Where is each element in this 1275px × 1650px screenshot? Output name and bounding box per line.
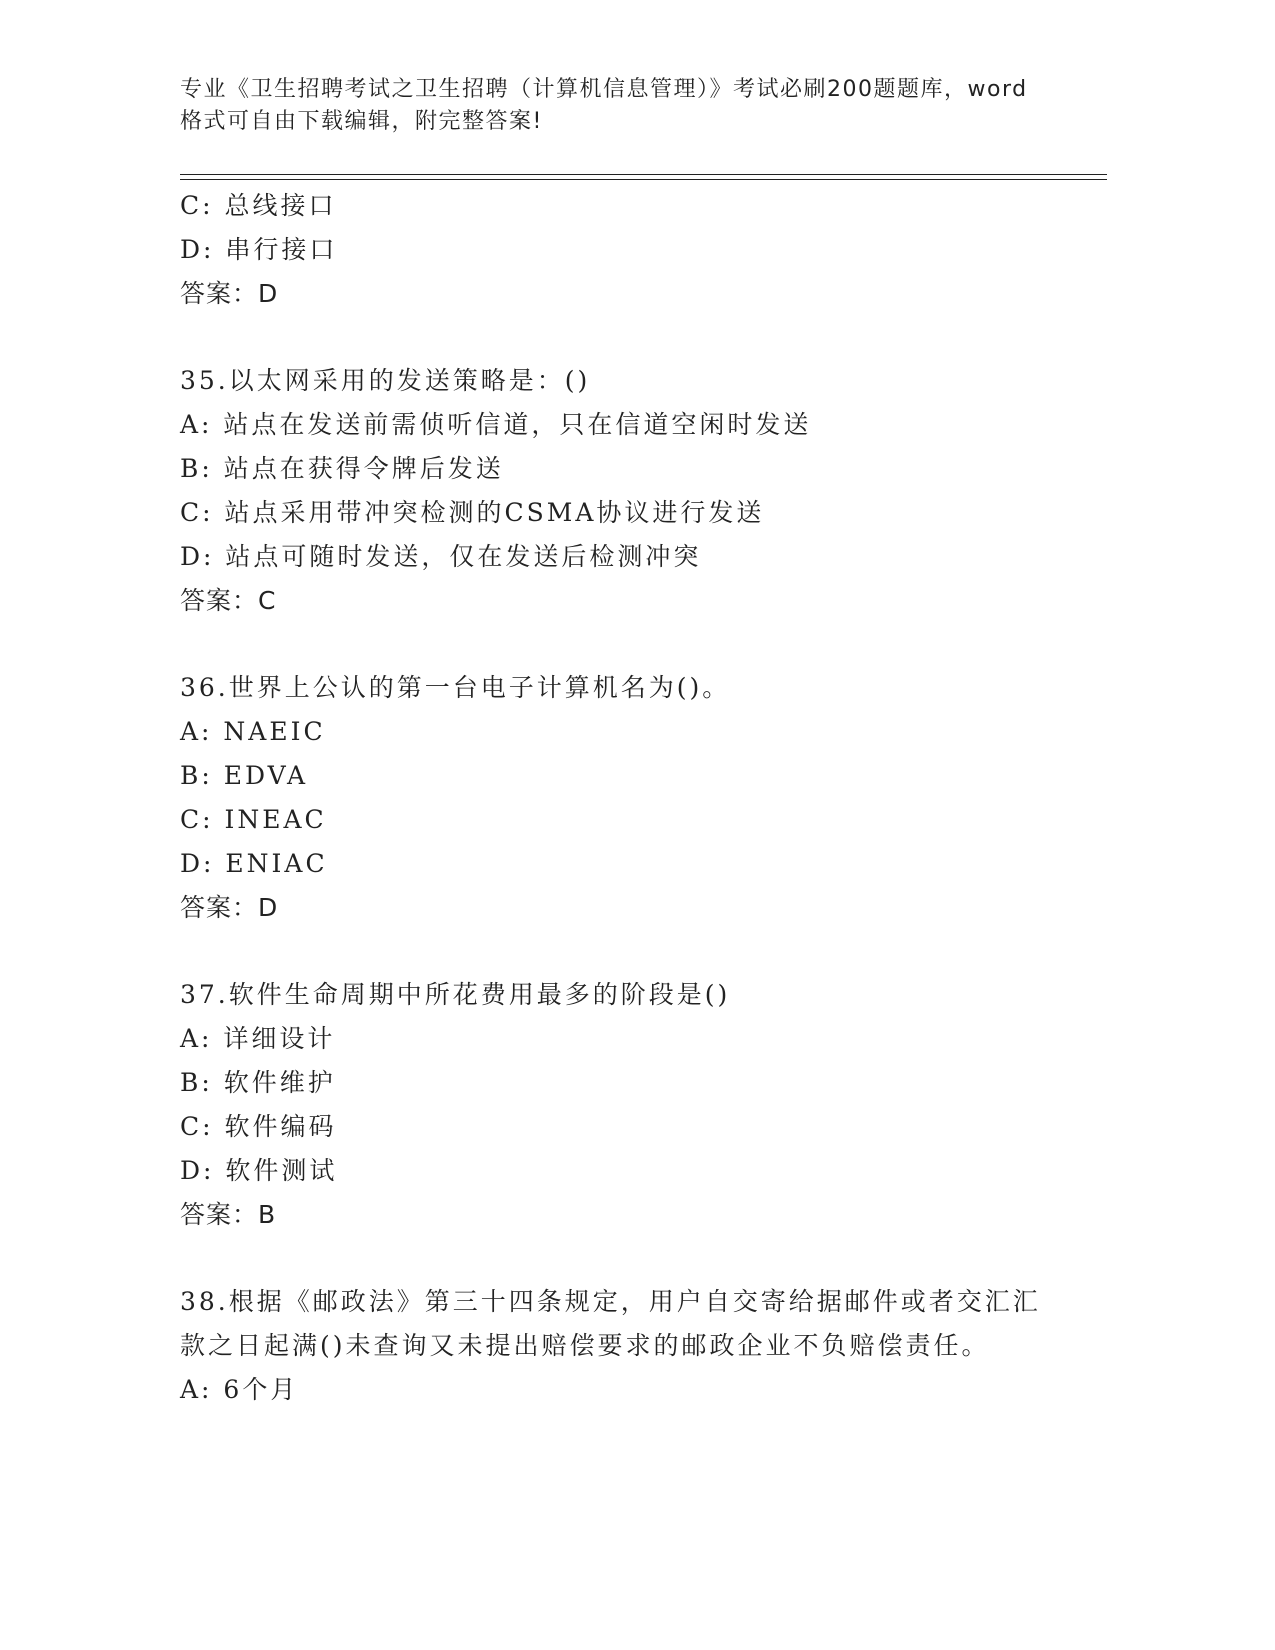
question-text: 36.世界上公认的第一台电子计算机名为()。	[180, 673, 731, 702]
question-36	[180, 666, 1080, 930]
header-line-1: 专业《卫生招聘考试之卫生招聘（计算机信息管理）》考试必刷200题题库，word	[180, 77, 1028, 102]
answer-line: 答案：D	[180, 893, 279, 922]
option-c: C: 总线接口	[180, 191, 337, 220]
question-gap	[180, 623, 1080, 666]
question-text-line-1: 38.根据《邮政法》第三十四条规定，用户自交寄给据邮件或者交汇汇	[180, 1287, 1041, 1316]
option-a: A: NAEIC	[180, 717, 326, 746]
header-line-2: 格式可自由下载编辑，附完整答案!	[180, 109, 543, 134]
question-38	[180, 1280, 1080, 1412]
question-list	[180, 184, 1080, 1412]
question-37	[180, 973, 1080, 1237]
option-a: A: 站点在发送前需侦听信道，只在信道空闲时发送	[180, 410, 812, 439]
question-34-tail	[180, 184, 1080, 316]
question-gap	[180, 1237, 1080, 1280]
header-rule-top	[180, 174, 1107, 175]
option-d: D: ENIAC	[180, 849, 328, 878]
option-b: B: EDVA	[180, 761, 309, 790]
option-b: B: 站点在获得令牌后发送	[180, 454, 504, 483]
option-a: A: 详细设计	[180, 1024, 336, 1053]
document-header	[180, 74, 1080, 138]
header-rule-bottom	[180, 179, 1107, 180]
question-text: 35.以太网采用的发送策略是：()	[180, 366, 591, 395]
answer-line: 答案：C	[180, 586, 277, 615]
question-text: 37.软件生命周期中所花费用最多的阶段是()	[180, 980, 731, 1009]
option-d: D: 软件测试	[180, 1156, 338, 1185]
option-c: C: INEAC	[180, 805, 327, 834]
question-text-line-2: 款之日起满()未查询又未提出赔偿要求的邮政企业不负赔偿责任。	[180, 1331, 990, 1360]
question-35	[180, 359, 1080, 623]
answer-line: 答案：D	[180, 279, 279, 308]
answer-line: 答案：B	[180, 1200, 277, 1229]
option-d: D: 串行接口	[180, 235, 338, 264]
option-a: A: 6个月	[180, 1375, 299, 1404]
option-c: C: 软件编码	[180, 1112, 337, 1141]
question-gap	[180, 930, 1080, 973]
option-c: C: 站点采用带冲突检测的CSMA协议进行发送	[180, 498, 765, 527]
question-gap	[180, 316, 1080, 359]
option-d: D: 站点可随时发送，仅在发送后检测冲突	[180, 542, 702, 571]
option-b: B: 软件维护	[180, 1068, 336, 1097]
